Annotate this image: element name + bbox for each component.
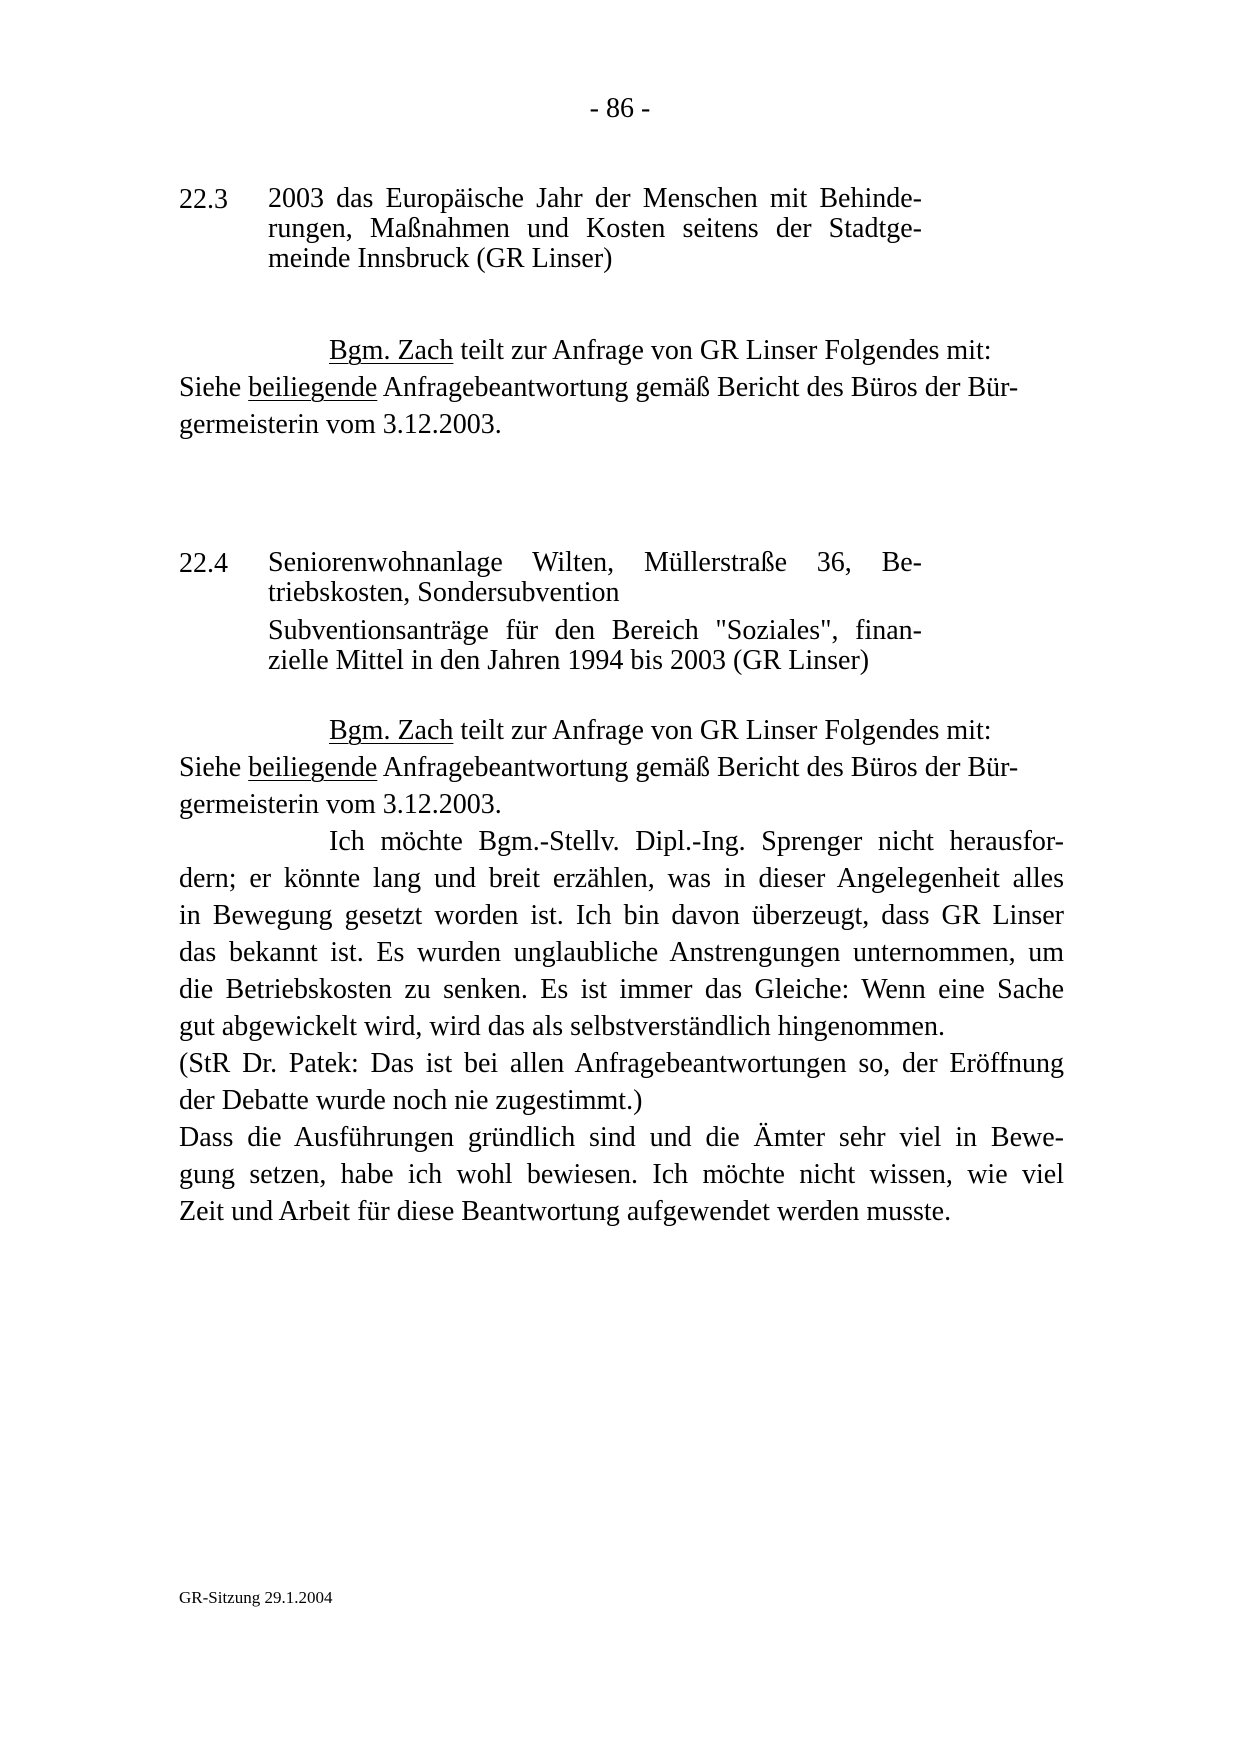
answer-line: germeisterin vom 3.12.2003. [179, 409, 502, 440]
speaker-name: Bgm. Zach [329, 715, 454, 746]
item-title-line: triebskosten, Sondersubvention [268, 577, 620, 608]
item-number: 22.3 [179, 184, 228, 215]
item-title [268, 184, 922, 274]
siehe-text: Siehe [179, 372, 249, 403]
beiliegende-text: beiliegende [248, 372, 378, 403]
beiliegende-text: beiliegende [248, 752, 378, 783]
answer-paragraph-22-4 [179, 712, 1064, 1230]
interjection-line: (StR Dr. Patek: Das ist bei allen Anfragebeantwortungen so, der Eröffnung [179, 1048, 1064, 1079]
item-title-line: Seniorenwohnanlage Wilten, Müllerstraße 36, Be- [268, 547, 922, 578]
body-line: dern; er könnte lang und breit erzählen, was in dieser Angelegenheit alles [179, 863, 1064, 894]
body-line: Dass die Ausführungen gründlich sind und die Ämter sehr viel in Bewe- [179, 1122, 1064, 1153]
body-line: Zeit und Arbeit für diese Beantwortung aufgewendet werden musste. [179, 1196, 952, 1227]
siehe-text: Siehe [179, 752, 249, 783]
answer-intro-line [179, 712, 1064, 749]
item-number: 22.4 [179, 548, 228, 579]
item-subtitle [268, 616, 922, 676]
item-subtitle-line: Subventionsanträge für den Bereich "Soziales", finan- [268, 615, 922, 646]
body-line: gut abgewickelt wird, wird das als selbstverständlich hingenommen. [179, 1011, 945, 1042]
body-line: das bekannt ist. Es wurden unglaubliche Anstrengungen unternommen, um [179, 937, 1064, 968]
answer-line-rest: Anfragebeantwortung gemäß Bericht des Büros der Bür- [377, 372, 1019, 403]
item-subtitle-line: zielle Mittel in den Jahren 1994 bis 2003 (GR Linser) [268, 645, 870, 676]
answer-line [179, 369, 1064, 406]
answer-intro-text: teilt zur Anfrage von GR Linser Folgendes mit: [453, 335, 992, 366]
item-title-line: meinde Innsbruck (GR Linser) [268, 243, 613, 274]
body-line: Ich möchte Bgm.-Stellv. Dipl.-Ing. Sprenger nicht herausfor- [329, 826, 1064, 857]
answer-intro-line [179, 332, 1064, 369]
answer-line [179, 749, 1064, 786]
item-title [268, 548, 922, 608]
body-line: gung setzen, habe ich wohl bewiesen. Ich möchte nicht wissen, wie viel [179, 1159, 1064, 1190]
interjection-line: der Debatte wurde noch nie zugestimmt.) [179, 1085, 643, 1116]
body-line: die Betriebskosten zu senken. Es ist immer das Gleiche: Wenn eine Sache [179, 974, 1064, 1005]
body-line: in Bewegung gesetzt worden ist. Ich bin davon überzeugt, dass GR Linser [179, 900, 1064, 931]
item-title-line: 2003 das Europäische Jahr der Menschen mit Behinde- [268, 183, 922, 214]
answer-intro-text: teilt zur Anfrage von GR Linser Folgendes mit: [453, 715, 992, 746]
answer-line: germeisterin vom 3.12.2003. [179, 789, 502, 820]
footer-session-date: GR-Sitzung 29.1.2004 [179, 1588, 333, 1607]
page-number: - 86 - [589, 93, 651, 124]
item-title-line: rungen, Maßnahmen und Kosten seitens der Stadtge- [268, 213, 922, 244]
answer-paragraph-22-3 [179, 332, 1064, 443]
answer-line-rest: Anfragebeantwortung gemäß Bericht des Büros der Bür- [377, 752, 1019, 783]
speaker-name: Bgm. Zach [329, 335, 454, 366]
